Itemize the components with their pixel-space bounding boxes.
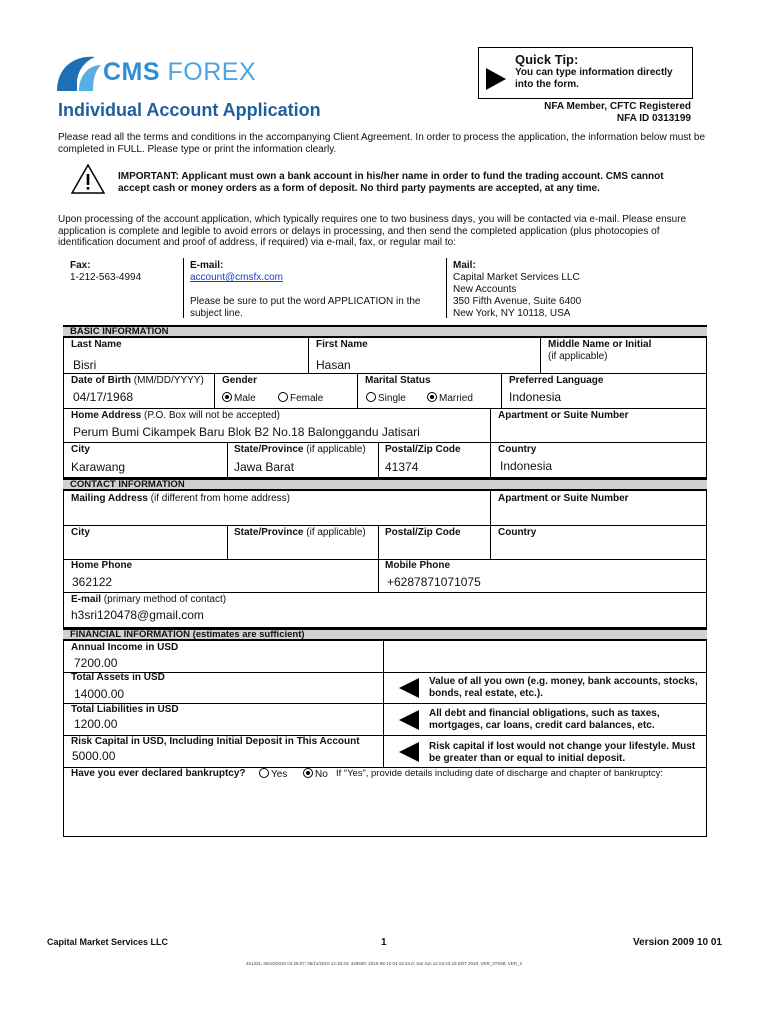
- bankruptcy-hint: If “Yes”, provide details including date of discharge and chapter of bankruptcy:: [336, 768, 664, 779]
- first-name-label: First Name: [316, 339, 368, 350]
- home-address-value: Perum Bumi Cikampek Baru Blok B2 No.18 Balonggandu Jatisari: [73, 425, 420, 439]
- total-liabilities-value: 1200.00: [74, 717, 118, 731]
- bankruptcy-no-label: No: [315, 769, 328, 780]
- middle-name-label: Middle Name or Initial: [548, 339, 652, 350]
- marital-single-label: Single: [378, 393, 406, 404]
- mail-line: 350 Fifth Avenue, Suite 6400: [453, 296, 582, 307]
- gender-male-label: Male: [234, 393, 256, 404]
- mail-block: [453, 260, 653, 320]
- annual-income-value: 7200.00: [74, 656, 118, 670]
- gender-female-label: Female: [290, 393, 324, 404]
- left-arrow-icon: [399, 742, 419, 762]
- mail-label: Mail:: [453, 260, 476, 271]
- mailing-country-label: Country: [498, 527, 537, 538]
- mail-line: Capital Market Services LLC: [453, 272, 580, 283]
- email-hint: (primary method of contact): [103, 594, 227, 605]
- home-address-hint: (P.O. Box will not be accepted): [144, 410, 280, 421]
- risk-capital-label: Risk Capital in USD, Including Initial Deposit in This Account: [71, 736, 360, 747]
- nfa-line-1: NFA Member, CFTC Registered: [544, 101, 691, 112]
- bankruptcy-no-radio[interactable]: [303, 768, 328, 780]
- important-notice: IMPORTANT: Applicant must own a bank account in his/her name in order to fund the trading account. CMS cannot accept cash or money orders as a form of deposit. No third party payments are accepted, at any time.: [118, 171, 664, 194]
- footer-company: Capital Market Services LLC: [47, 937, 169, 947]
- nfa-line-2: NFA ID 0313199: [616, 113, 691, 124]
- divider: [183, 258, 184, 318]
- tip-arrow-icon: [486, 68, 506, 90]
- state-hint: (if applicable): [306, 444, 366, 455]
- section-financial-information: FINANCIAL INFORMATION (estimates are sufficient): [63, 628, 707, 640]
- email-block: [190, 260, 435, 320]
- intro-paragraph: Please read all the terms and conditions in the accompanying Client Agreement. In order to process the application, the information below must be completed in FULL. Please type or print the information clearly.: [58, 132, 706, 155]
- state-label: [234, 444, 366, 455]
- preferred-language-value: Indonesia: [509, 390, 562, 404]
- fax-label: Fax:: [70, 260, 91, 271]
- risk-capital-note: Risk capital if lost would not change your lifestyle. Must be greater than or equal to initial deposit.: [429, 741, 696, 764]
- annual-income-note-cell: [383, 640, 707, 673]
- mailing-state-label-text: State/Province: [234, 527, 304, 538]
- preferred-language-label: Preferred Language: [509, 375, 604, 386]
- footer-version: Version 2009 10 01: [633, 937, 722, 948]
- dob-value: 04/17/1968: [73, 390, 134, 404]
- mailing-address-label-text: Mailing Address: [71, 493, 148, 504]
- left-arrow-icon: [399, 678, 419, 698]
- home-address-label-text: Home Address: [71, 410, 142, 421]
- total-liabilities-note: All debt and financial obligations, such as taxes, mortgages, car loans, credit card balances, etc.: [429, 708, 660, 731]
- mailing-address-label: [71, 493, 290, 504]
- mailing-city-label: City: [71, 527, 90, 538]
- fax-value: 1-212-563-4994: [70, 272, 142, 283]
- dob-hint: (MM/DD/YYYY): [133, 375, 204, 386]
- nfa-registration: [544, 101, 691, 125]
- section-basic-information: BASIC INFORMATION: [63, 325, 707, 337]
- quick-tip-text: You can type information directly into the form.: [515, 67, 673, 90]
- city-label: City: [71, 444, 90, 455]
- last-name-value: Bisri: [73, 358, 97, 372]
- first-name-value: Hasan: [316, 358, 351, 372]
- state-value: Jawa Barat: [234, 460, 295, 474]
- divider: [446, 258, 447, 318]
- dob-label: [71, 375, 204, 386]
- left-arrow-icon: [399, 710, 419, 730]
- mailing-state-hint: (if applicable): [306, 527, 366, 538]
- apartment-label: Apartment or Suite Number: [498, 410, 629, 421]
- mailing-postal-label: Postal/Zip Code: [385, 527, 461, 538]
- marital-single-radio[interactable]: [366, 392, 406, 404]
- page-title: Individual Account Application: [58, 100, 321, 120]
- home-phone-value: 362122: [72, 575, 113, 589]
- fax-block: [70, 260, 180, 284]
- marital-married-label: Married: [439, 393, 473, 404]
- email-label-text: E-mail: [71, 594, 102, 605]
- total-assets-note: Value of all you own (e.g. money, bank accounts, stocks, bonds, real estate, etc.).: [429, 676, 698, 699]
- gender-male-radio[interactable]: [222, 392, 256, 404]
- email-label: [71, 594, 226, 605]
- logo-text: CMS FOREX: [103, 58, 257, 86]
- dob-label-text: Date of Birth: [71, 375, 131, 386]
- marital-married-radio[interactable]: [427, 392, 473, 404]
- mailing-state-label: [234, 527, 366, 538]
- bankruptcy-yes-radio[interactable]: [259, 768, 287, 780]
- gender-female-radio[interactable]: [278, 392, 323, 404]
- footer-page-number: 1: [381, 937, 387, 948]
- total-assets-label: Total Assets in USD: [71, 672, 165, 683]
- quick-tip-title: Quick Tip:: [515, 52, 579, 67]
- radio-empty-icon: [366, 392, 376, 402]
- radio-selected-icon: [222, 392, 232, 402]
- email-note: Please be sure to put the word APPLICATION in the subject line.: [190, 296, 421, 319]
- bankruptcy-yes-label: Yes: [271, 769, 288, 780]
- radio-selected-icon: [427, 392, 437, 402]
- section-contact-information: CONTACT INFORMATION: [63, 478, 707, 490]
- email-label: E-mail:: [190, 260, 224, 271]
- city-value: Karawang: [71, 460, 126, 474]
- middle-name-hint: (if applicable): [548, 351, 608, 362]
- mail-line: New Accounts: [453, 284, 517, 295]
- footer-metadata: 451331; 06/10/2010 04:26:07; 06/11/2010 12:18:43; 449939; 2010-06-10 04:15:24.0; Sat Jun 12 04:23:15 EDT 2010; VER_37X68; VER_2: [245, 961, 523, 966]
- state-label-text: State/Province: [234, 444, 304, 455]
- radio-selected-icon: [303, 768, 313, 778]
- email-link[interactable]: account@cmsfx.com: [190, 272, 283, 283]
- email-value: h3sri120478@gmail.com: [71, 608, 204, 622]
- gender-label: Gender: [222, 375, 258, 386]
- mailing-apartment-label: Apartment or Suite Number: [498, 493, 629, 504]
- mobile-phone-value: +6287871071075: [387, 575, 481, 589]
- total-assets-value: 14000.00: [74, 687, 125, 701]
- total-liabilities-label: Total Liabilities in USD: [71, 704, 179, 715]
- home-address-label: [71, 410, 280, 421]
- bankruptcy-label: Have you ever declared bankruptcy?: [71, 768, 246, 779]
- radio-empty-icon: [278, 392, 288, 402]
- postal-value: 41374: [385, 460, 419, 474]
- country-value: Indonesia: [500, 459, 553, 473]
- postal-label: Postal/Zip Code: [385, 444, 461, 455]
- country-label: Country: [498, 444, 537, 455]
- risk-capital-value: 5000.00: [72, 749, 116, 763]
- marital-status-label: Marital Status: [365, 375, 431, 386]
- last-name-label: Last Name: [71, 339, 122, 350]
- home-phone-label: Home Phone: [71, 560, 133, 571]
- mail-line: New York, NY 10118, USA: [453, 308, 571, 319]
- warning-icon: [70, 163, 106, 195]
- processing-paragraph: Upon processing of the account application, which typically requires one to two business days, you will be contacted via e-mail. Please ensure application is complete and legible to avoid errors or delays in processing, and then send the completed application (plus photocopies of identification document and proof of address, if required) via e-mail, fax, or regular mail to:: [58, 214, 687, 248]
- radio-empty-icon: [259, 768, 269, 778]
- mailing-address-hint: (if different from home address): [150, 493, 290, 504]
- mobile-phone-label: Mobile Phone: [385, 560, 450, 571]
- annual-income-label: Annual Income in USD: [71, 642, 179, 653]
